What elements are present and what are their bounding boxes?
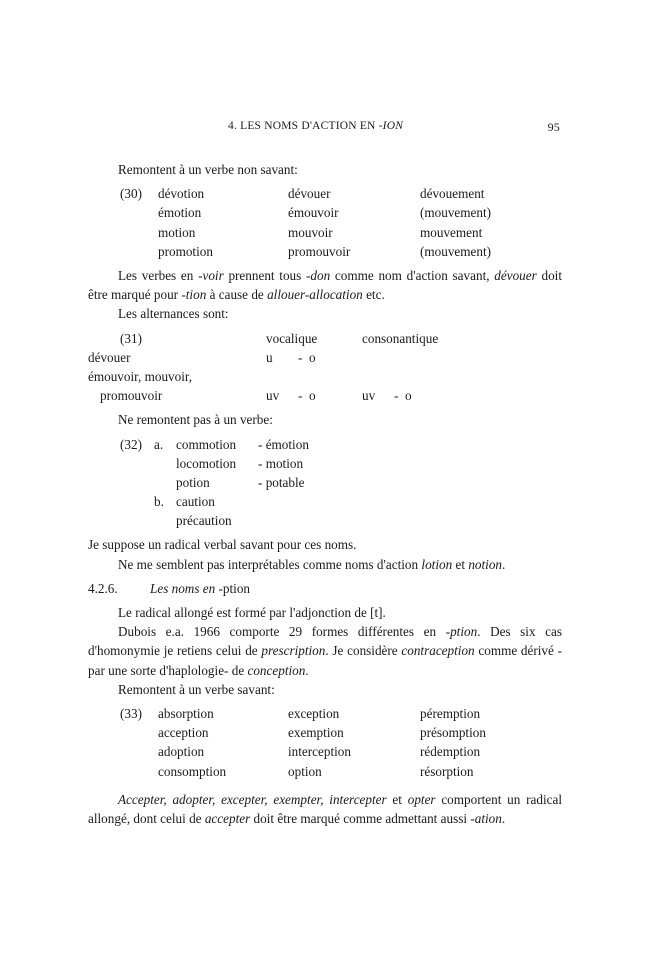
example-33-col1: absorption bbox=[158, 706, 214, 722]
example-33-col1: acception bbox=[158, 725, 209, 741]
text-italic: -don bbox=[306, 267, 331, 283]
example-32-row bbox=[88, 511, 562, 530]
example-30-col1: motion bbox=[158, 224, 196, 240]
example-33-col3: péremption bbox=[420, 706, 481, 722]
paragraph-intro-savant: Remontent à un verbe savant: bbox=[118, 681, 275, 697]
text-seg: prennent tous bbox=[223, 267, 307, 283]
text-italic: -voir bbox=[198, 267, 224, 283]
alternation-dash: - bbox=[394, 388, 399, 404]
example-32-row bbox=[88, 492, 562, 511]
example-33-row bbox=[88, 704, 562, 723]
text-italic: prescription bbox=[261, 643, 326, 659]
text-italic: opter bbox=[407, 791, 436, 807]
paragraph-dubois bbox=[88, 622, 562, 680]
section-heading-text bbox=[150, 579, 250, 598]
example-32-word: précaution bbox=[176, 513, 232, 529]
example-30 bbox=[88, 184, 562, 261]
example-32-row bbox=[88, 435, 562, 454]
example-30-col3: (mouvement) bbox=[420, 205, 492, 221]
text-italic: -ation bbox=[470, 811, 502, 827]
example-31-verb: émouvoir, mouvoir, bbox=[88, 368, 193, 384]
example-31-row bbox=[88, 367, 562, 386]
text-seg: . Des six cas d'homonymie je retiens celui de bbox=[88, 624, 562, 659]
running-head-title-italic: -ION bbox=[378, 120, 404, 132]
example-32-word: commotion bbox=[176, 436, 237, 452]
example-33-col3: rédemption bbox=[420, 744, 481, 760]
text-seg: Les verbes en bbox=[118, 267, 199, 283]
example-33-col1: consomption bbox=[158, 763, 227, 779]
example-33-col3: présomption bbox=[420, 725, 486, 741]
text-seg: doit être marqué comme admettant aussi bbox=[250, 811, 471, 827]
text-seg: Ne me semblent pas interprétables comme noms d'action bbox=[118, 556, 422, 572]
text-italic: allouer-allocation bbox=[267, 287, 363, 303]
example-30-col3: mouvement bbox=[420, 224, 483, 240]
example-32-gloss: - potable bbox=[258, 474, 305, 490]
example-32-letter-a: a. bbox=[154, 436, 164, 452]
example-32-letter-b: b. bbox=[154, 494, 164, 510]
paragraph-ne-me-semblent bbox=[88, 555, 562, 574]
example-32-word: locomotion bbox=[176, 455, 237, 471]
running-head bbox=[88, 120, 562, 136]
paragraph-alternances: Les alternances sont: bbox=[118, 306, 229, 322]
section-heading-426 bbox=[88, 579, 562, 598]
example-31-con-alternation bbox=[394, 386, 412, 405]
paragraph-intro-ne-remontent: Ne remontent pas à un verbe: bbox=[118, 412, 273, 428]
example-30-col3: (mouvement) bbox=[420, 243, 492, 259]
running-head-section-number: 4. bbox=[228, 120, 238, 132]
section-heading-italic: Les noms en bbox=[150, 580, 216, 596]
example-31-row bbox=[88, 348, 562, 367]
text-seg: etc. bbox=[362, 287, 385, 303]
text-seg: . bbox=[305, 662, 309, 678]
text-italic: accepter bbox=[204, 811, 251, 827]
example-30-label: (30) bbox=[120, 186, 142, 202]
example-32-row bbox=[88, 454, 562, 473]
text-italic: lotion bbox=[421, 556, 453, 572]
example-31-header-consonantique: consonantique bbox=[362, 330, 439, 346]
example-30-row bbox=[88, 242, 562, 261]
example-31-con-a: uv bbox=[362, 388, 376, 404]
text-italic: -ption bbox=[445, 624, 478, 640]
text-seg: Dubois e.a. 1966 comporte 29 formes différentes en bbox=[118, 624, 446, 640]
example-30-col2: mouvoir bbox=[288, 224, 333, 240]
example-32-word: caution bbox=[176, 494, 215, 510]
example-30-col2: dévouer bbox=[288, 186, 331, 202]
example-33-col2: exemption bbox=[288, 725, 344, 741]
example-33-col3: résorption bbox=[420, 763, 474, 779]
example-33-col2: option bbox=[288, 763, 322, 779]
example-32-gloss: - motion bbox=[258, 455, 304, 471]
section-heading-number: 4.2.6. bbox=[88, 580, 118, 596]
page-number: 95 bbox=[547, 120, 560, 134]
alternation-value: o bbox=[309, 349, 316, 365]
example-33-col2: interception bbox=[288, 744, 351, 760]
text-seg: et bbox=[386, 791, 408, 807]
section-heading-roman: -ption bbox=[215, 580, 251, 596]
example-33-col1: adoption bbox=[158, 744, 205, 760]
alternation-dash: - bbox=[298, 388, 303, 404]
alternation-dash: - bbox=[298, 349, 303, 365]
example-33-col2: exception bbox=[288, 706, 340, 722]
example-32-word: potion bbox=[176, 474, 210, 490]
text-seg: et bbox=[452, 556, 469, 572]
example-33 bbox=[88, 704, 562, 781]
paragraph-je-suppose: Je suppose un radical verbal savant pour ces noms. bbox=[88, 537, 357, 553]
text-seg: . Je considère bbox=[325, 643, 402, 659]
example-31-label: (31) bbox=[120, 330, 142, 346]
example-32-label: (32) bbox=[120, 436, 142, 452]
example-30-col1: promotion bbox=[158, 243, 213, 259]
paragraph-le-radical: Le radical allongé est formé par l'adjonction de [t]. bbox=[118, 605, 386, 621]
text-seg: comme nom d'action savant, bbox=[330, 267, 495, 283]
example-30-col2: émouvoir bbox=[288, 205, 339, 221]
example-31-verb: dévouer bbox=[88, 349, 131, 365]
paragraph-intro-non-savant: Remontent à un verbe non savant: bbox=[118, 162, 298, 177]
running-head-title bbox=[228, 120, 403, 132]
text-italic: notion bbox=[468, 556, 503, 572]
example-31-voc-alternation bbox=[298, 348, 316, 367]
example-31-voc-a: uv bbox=[266, 388, 280, 404]
example-32 bbox=[88, 435, 562, 531]
alternation-value: o bbox=[405, 388, 412, 404]
example-31 bbox=[88, 329, 562, 406]
example-32-row bbox=[88, 473, 562, 492]
text-italic: dévouer bbox=[494, 267, 537, 283]
text-italic: Accepter, adopter, excepter, exempter, intercepter bbox=[118, 791, 387, 807]
text-seg: doit être marqué pour bbox=[88, 267, 562, 303]
text-seg: . bbox=[502, 556, 506, 572]
text-italic: contraception bbox=[401, 643, 475, 659]
example-33-label: (33) bbox=[120, 706, 142, 722]
document-body bbox=[88, 160, 562, 828]
paragraph-les-verbes bbox=[88, 266, 562, 304]
example-30-col1: émotion bbox=[158, 205, 202, 221]
example-30-row bbox=[88, 203, 562, 222]
paragraph-accepter bbox=[88, 790, 562, 828]
text-italic: -tion bbox=[181, 287, 207, 303]
example-33-row bbox=[88, 762, 562, 781]
example-30-row bbox=[88, 184, 562, 203]
example-30-col2: promouvoir bbox=[288, 243, 351, 259]
example-30-row bbox=[88, 223, 562, 242]
alternation-value: o bbox=[309, 388, 316, 404]
text-seg: à cause de bbox=[206, 287, 268, 303]
running-head-title-roman: LES NOMS D'ACTION EN bbox=[240, 120, 379, 132]
example-33-row bbox=[88, 742, 562, 761]
example-31-header-row bbox=[88, 329, 562, 348]
example-30-col1: dévotion bbox=[158, 186, 205, 202]
text-seg: comme dérivé -par une sorte d'haplologie- de bbox=[88, 643, 562, 678]
text-seg: comportent un radical allongé, dont celui de bbox=[88, 791, 562, 827]
example-31-row bbox=[88, 386, 562, 405]
example-31-verb: promouvoir bbox=[100, 388, 163, 404]
example-32-gloss: - émotion bbox=[258, 436, 309, 452]
example-31-header-vocalique: vocalique bbox=[266, 330, 318, 346]
example-30-col3: dévouement bbox=[420, 186, 485, 202]
example-31-voc-a: u bbox=[266, 349, 273, 365]
example-31-voc-alternation bbox=[298, 386, 316, 405]
text-italic: conception bbox=[247, 662, 306, 678]
example-33-row bbox=[88, 723, 562, 742]
text-seg: . bbox=[501, 811, 506, 827]
